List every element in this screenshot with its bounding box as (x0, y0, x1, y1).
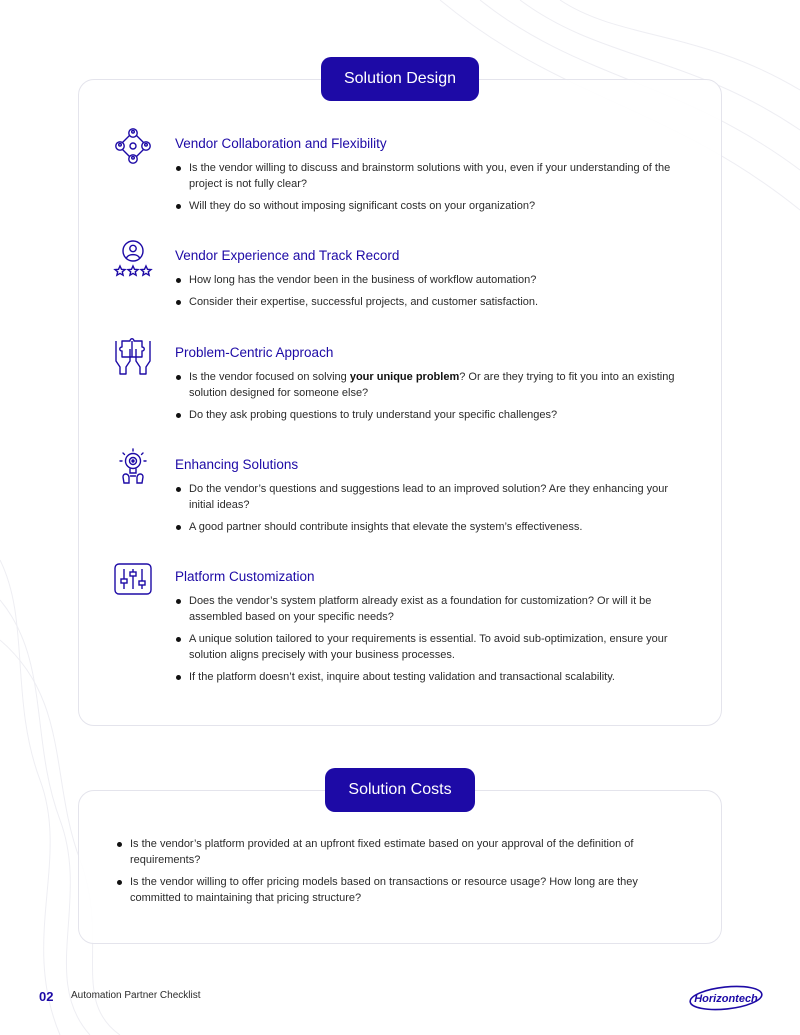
section-title: Platform Customization (175, 569, 315, 584)
list-item: Will they do so without imposing significant costs on your organization? (175, 198, 675, 214)
list-item: A unique solution tailored to your requirements is essential. To avoid sub-optimization, ensure your solution aligns precisely with your business processes. (175, 631, 675, 663)
list-item: Consider their expertise, successful projects, and customer satisfaction. (175, 294, 675, 310)
solution-costs-heading: Solution Costs (325, 768, 475, 812)
list-item (175, 369, 675, 401)
list-item: How long has the vendor been in the business of workflow automation? (175, 272, 675, 288)
list-item: Is the vendor willing to discuss and brainstorm solutions with you, even if your understanding of the project is not fully clear? (175, 160, 675, 192)
section-title: Problem-Centric Approach (175, 345, 334, 360)
section-title: Enhancing Solutions (175, 457, 299, 472)
document-title: Automation Partner Checklist (71, 990, 201, 1001)
bullet-list (175, 272, 675, 316)
lightbulb-idea-icon (112, 447, 154, 489)
list-item: Do they ask probing questions to truly understand your specific challenges? (175, 407, 675, 423)
horizontech-logo (688, 984, 764, 1012)
page-number: 02 (39, 989, 54, 1004)
list-item: Is the vendor willing to offer pricing models based on transactions or resource usage? How long are they committed to maintaining that pricing structure? (116, 874, 676, 906)
bullet-emphasis: your unique problem (349, 371, 460, 383)
bullet-text: ? Or are they trying to fit you into an existing solution designed for someone else? (189, 371, 675, 399)
list-item: If the platform doesn’t exist, inquire about testing validation and transactional scalability. (175, 669, 675, 685)
sliders-icon (112, 559, 154, 601)
list-item: Do the vendor’s questions and suggestions lead to an improved solution? Are they enhancing your initial ideas? (175, 481, 675, 513)
bullet-text: Is the vendor focused on solving (189, 371, 350, 383)
list-item: A good partner should contribute insights that elevate the system’s effectiveness. (175, 519, 675, 535)
bullet-list (175, 160, 675, 220)
section-title: Vendor Collaboration and Flexibility (175, 136, 387, 151)
bullet-list (175, 369, 675, 429)
logo-text: Horizontech (694, 993, 758, 1005)
bullet-list (175, 593, 675, 691)
list-item: Does the vendor’s system platform already exist as a foundation for customization? Or will it be assembled based on your specific needs? (175, 593, 675, 625)
list-item: Is the vendor’s platform provided at an upfront fixed estimate based on your approval of the definition of requirements? (116, 836, 676, 868)
section-title: Vendor Experience and Track Record (175, 248, 400, 263)
puzzle-hands-icon (112, 335, 154, 377)
network-people-icon (112, 126, 154, 168)
costs-bullet-list (116, 836, 676, 912)
user-rating-icon (112, 238, 154, 280)
solution-design-heading: Solution Design (321, 57, 479, 101)
bullet-list (175, 481, 675, 541)
